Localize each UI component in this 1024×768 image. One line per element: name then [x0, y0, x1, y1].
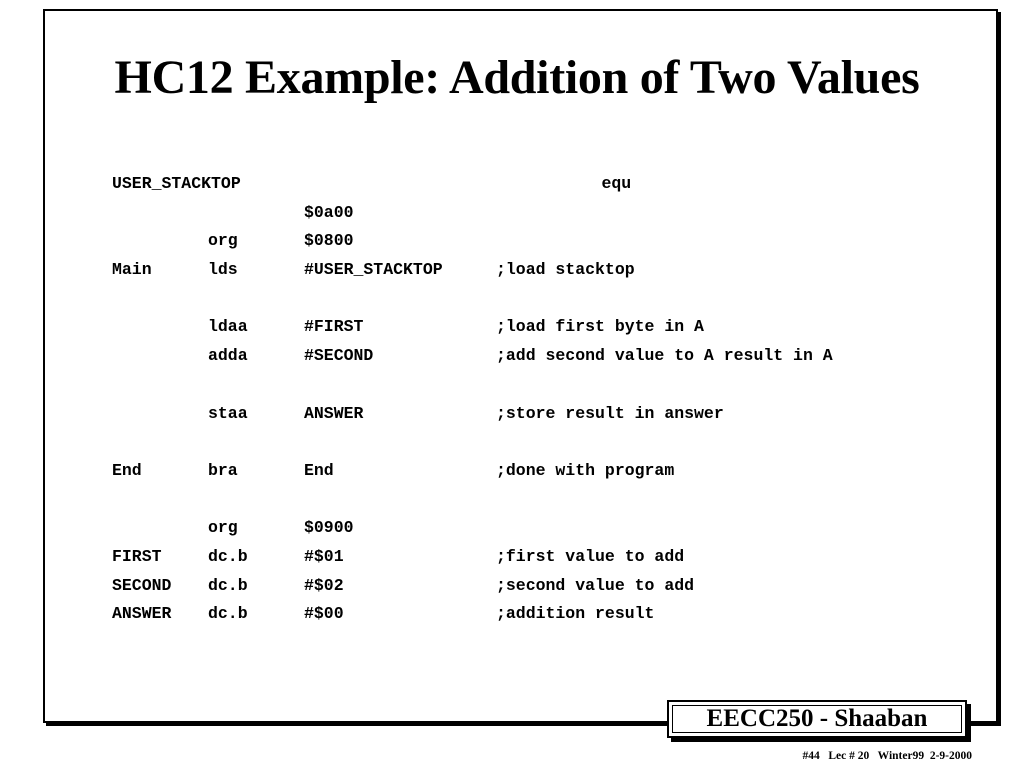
code-blank-line [112, 428, 833, 457]
code-operand: $0a00 [304, 202, 354, 222]
code-blank-line [112, 285, 833, 314]
code-operand: #SECOND [304, 346, 374, 366]
code-label: USER_STACKTOP [112, 174, 241, 193]
code-label: Main [112, 260, 152, 280]
code-line [112, 543, 833, 572]
code-line [112, 342, 833, 371]
code-operand: #FIRST [304, 317, 364, 337]
code-line [112, 227, 833, 256]
code-label [112, 514, 208, 543]
code-comment [496, 514, 833, 543]
code-label: FIRST [112, 546, 162, 566]
code-line [112, 400, 833, 429]
code-label [112, 313, 208, 342]
code-operand: #USER_STACKTOP [304, 260, 443, 280]
code-mnemonic: dc.b [208, 575, 248, 595]
code-line [112, 457, 833, 486]
code-line [112, 514, 833, 543]
code-directive [304, 170, 833, 227]
code-mnemonic: adda [208, 346, 248, 366]
code-operand: #$02 [304, 575, 344, 595]
code-mnemonic: ldaa [208, 317, 248, 337]
code-line [112, 600, 833, 629]
code-comment: ;add second value to A result in A [496, 346, 833, 366]
code-mnemonic: org [208, 518, 238, 538]
code-operand: #$01 [304, 546, 344, 566]
code-line [112, 313, 833, 342]
code-mnemonic: lds [208, 260, 238, 280]
code-comment: ;addition result [496, 604, 655, 624]
code-label: End [112, 460, 142, 480]
code-comment: ;store result in answer [496, 403, 724, 423]
code-mnemonic: org [208, 231, 238, 251]
code-operand: $0900 [304, 518, 354, 538]
code-label [112, 400, 208, 429]
code-comment [496, 227, 833, 256]
footer-badge [667, 700, 971, 742]
code-operand: #$00 [304, 604, 344, 624]
code-line [112, 572, 833, 601]
slide-meta: #44 Lec # 20 Winter99 2-9-2000 [802, 750, 972, 762]
code-comment: ;done with program [496, 460, 675, 480]
code-mnemonic: dc.b [208, 604, 248, 624]
slide-title: HC12 Example: Addition of Two Values [114, 51, 920, 104]
code-blank-line [112, 486, 833, 515]
code-label: ANSWER [112, 604, 172, 624]
code-mnemonic: bra [208, 460, 238, 480]
code-listing [112, 170, 833, 629]
code-mnemonic: staa [208, 403, 248, 423]
code-operand: $0800 [304, 231, 354, 251]
code-line [112, 170, 833, 222]
code-comment: ;second value to add [496, 575, 695, 595]
code-label [112, 227, 208, 256]
code-mnemonic: equ [601, 174, 632, 193]
code-label: SECOND [112, 575, 172, 595]
code-comment: ;load first byte in A [496, 317, 704, 337]
code-comment: ;load stacktop [496, 260, 635, 280]
code-line [112, 256, 833, 285]
code-label [112, 342, 208, 371]
code-operand: ANSWER [304, 403, 364, 423]
code-mnemonic: dc.b [208, 546, 248, 566]
code-blank-line [112, 371, 833, 400]
code-comment: ;first value to add [496, 546, 685, 566]
code-operand: End [304, 460, 334, 480]
footer-badge-label: EECC250 - Shaaban [672, 705, 962, 733]
